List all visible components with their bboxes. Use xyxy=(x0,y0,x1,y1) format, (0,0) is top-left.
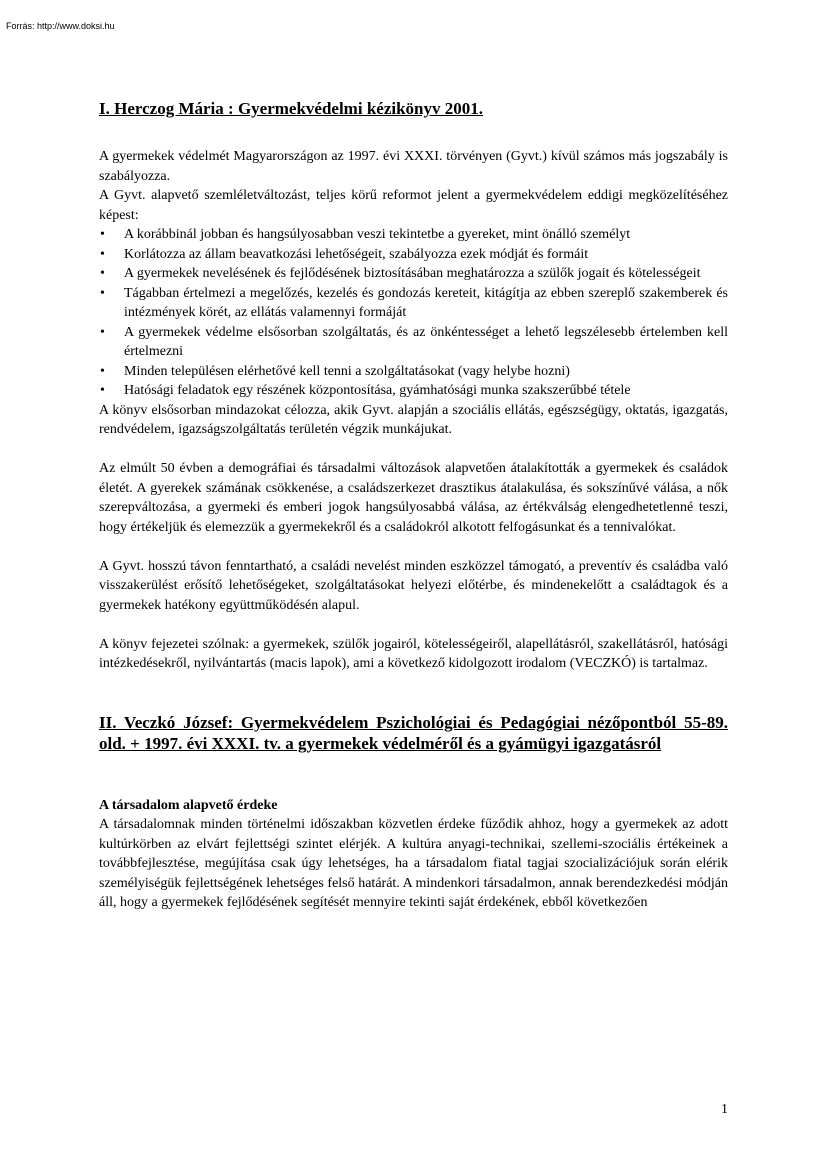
paragraph-audience: A könyv elsősorban mindazokat célozza, akik Gyvt. alapján a szociális ellátás, egészségügy, oktatás, igazgatás, rendvédelem, igazságszolgáltatás területén végzik munkájukat. xyxy=(99,402,728,437)
paragraph-demography: Az elmúlt 50 évben a demográfiai és társadalmi változások alapvetően átalakították a gyermekek és családok életét. A gyerekek számának csökkenése, a családszerkezet drasztikus átalakulása, és sokszínűvé válása, a nők szerepváltozása, a gyermeki és emberi jogok hangsúlyosabbá válása, az értékválság elengedhetetlenné teszi, hogy értékeljük és elemezzük a gyermekekről és a családokról alkotott felfogásunkat és a tennivalókat. xyxy=(99,461,728,535)
list-item: • Hatósági feladatok egy részének központosítása, gyámhatósági munka szakszerűbbé tétele xyxy=(121,381,728,401)
intro-paragraph-1: A gyermekek védelmét Magyarországon az 1997. évi XXXI. törvényen (Gyvt.) kívül számos más jogszabály is szabályozza. xyxy=(99,149,728,184)
bullet-list xyxy=(99,225,728,401)
document-body xyxy=(99,98,728,913)
intro-paragraph-2: A Gyvt. alapvető szemléletváltozást, teljes körű reformot jelent a gyermekvédelem eddigi megközelítéséhez képest: xyxy=(99,188,728,223)
list-item: • Korlátozza az állam beavatkozási lehetőségeit, szabályozza ezek módját és formáit xyxy=(121,245,728,265)
list-item: • A gyermekek védelme elsősorban szolgáltatás, és az önkéntességet a lehető legszélesebb értelemben kell értelmezni xyxy=(121,323,728,362)
list-item: • A korábbinál jobban és hangsúlyosabban veszi tekintetbe a gyereket, mint önálló személyt xyxy=(121,225,728,245)
list-item: • Minden településen elérhetővé kell tenni a szolgáltatásokat (vagy helybe hozni) xyxy=(121,362,728,382)
list-item: • Tágabban értelmezi a megelőzés, kezelés és gondozás kereteit, kitágítja az ebben szereplő szakemberek és intézmények körét, az ellátás valamennyi formáját xyxy=(121,284,728,323)
page-number: 1 xyxy=(721,1102,728,1117)
heading-2: II. Veczkó József: Gyermekvédelem Pszichológiai és Pedagógiai nézőpontból 55-89. old. + 1997. évi XXXI. tv. a gyermekek védelméről és a gyámügyi igazgatásról xyxy=(99,712,728,753)
heading-1: I. Herczog Mária : Gyermekvédelmi kézikönyv 2001. xyxy=(99,99,483,118)
list-item: • A gyermekek nevelésének és fejlődésének biztosításában meghatározza a szülők jogait és kötelességeit xyxy=(121,264,728,284)
section-title: A társadalom alapvető érdeke xyxy=(99,797,278,813)
paragraph-gyvt: A Gyvt. hosszú távon fenntartható, a családi nevelést minden eszközzel támogató, a preventív és családba való visszakerülést erősítő lehetőségeket, szolgáltatásokat helyezi előtérbe, és mindenekelőtt a családtagok és a gyermekek hatékony együttműködésén alapul. xyxy=(99,558,728,613)
paragraph-chapters: A könyv fejezetei szólnak: a gyermekek, szülők jogairól, kötelességeiről, alapellátásról, szakellátásról, hatósági intézkedésekről, nyilvántartás (macis lapok), ami a következő kidolgozott irodalom (VECZKÓ) is tartalmaz. xyxy=(99,636,728,671)
section-paragraph: A társadalomnak minden történelmi időszakban közvetlen érdeke fűződik ahhoz, hogy a gyermekek az adott kultúrkörben az elvárt fejlettségi szintet elérjék. A kultúra anyagi-technikai, szellemi-szociális értékeinek a továbbfejlesztése, megújítása csak úgy lehetséges, ha a társadalom fiatal tagjai szocializációjuk során elérik személyiségük fejlettségének lehetséges felső határát. A mindenkori társadalmon, annak berendezkedési módján áll, hogy a gyermekek fejlődésének segítését mennyire tekinti saját érdekének, ebből következően xyxy=(99,817,728,910)
source-label: Forrás: http://www.doksi.hu xyxy=(6,21,115,31)
